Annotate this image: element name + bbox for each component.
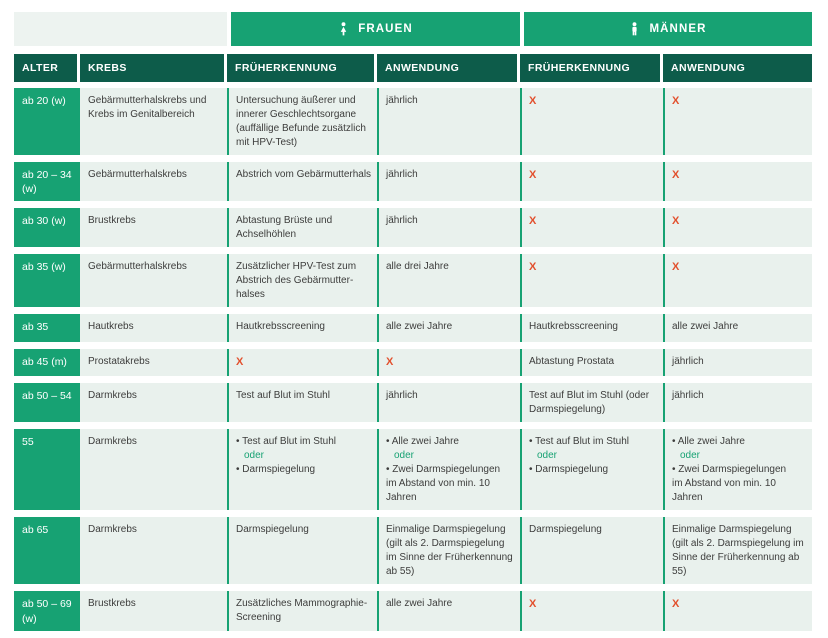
maenner-anwendung-cell [663,429,812,510]
cell-line: alle drei Jahre [386,261,449,273]
col-header-frauen-frueherkennung: FRÜHERKENNUNG [227,54,377,82]
cell-line: jährlich [386,390,418,402]
alter-badge [14,208,80,247]
alter-line: ab 50 – 69 [22,598,72,611]
frauen-frueherkennung-cell [227,383,377,422]
alter-line: ab 30 (w) [22,215,66,228]
cell-line: Abtastung Prostata [529,356,615,368]
maenner-label: MÄNNER [649,23,707,35]
not-offered-x: X [672,261,680,274]
cell-line: Untersuchung äußerer und innerer Geschlechtsorgane (auffällige Befunde zusätzlich mit HPV-Test) [236,95,366,148]
cell-line: • Zwei Darmspiegelungen [386,464,501,476]
not-offered-x: X [672,215,680,228]
alter-badge [14,591,80,630]
cell-line: Hautkrebsscreening [236,321,325,333]
cell-line: • Alle zwei Jahre [672,436,745,448]
krebs-cell: Brustkrebs [88,598,136,610]
cell-line: Test auf Blut im Stuhl (oder Darmspiegelung) [529,390,650,416]
cell-line: jährlich [386,169,418,180]
alter-line: 55 [22,436,34,449]
frauen-anwendung-cell [377,517,520,584]
cell-line: Zusätzliches Mammographie-Screening [236,598,368,624]
frauen-anwendung-cell [377,254,520,307]
frauen-anwendung-cell [377,591,520,630]
maenner-anwendung-cell [663,162,812,201]
col-header-alter: ALTER [14,54,80,82]
maenner-frueherkennung-cell [520,88,663,155]
alter-line: ab 35 [22,321,49,334]
krebs-cell: Hautkrebs [88,321,134,333]
krebs-cell: Gebärmutterhalskrebs [88,169,187,180]
cell-line: Darmspiegelung [529,524,602,536]
cell-line: alle zwei Jahre [672,321,739,333]
cell-line: oder [680,450,701,462]
column-header-row [14,54,812,82]
krebs-cell: Darmkrebs [88,524,137,536]
frauen-frueherkennung-cell [227,429,377,510]
maenner-frueherkennung-cell [520,591,663,630]
frauen-anwendung-cell [377,349,520,376]
alter-line: (w) [22,183,37,196]
cell-line: im Abstand von min. 10 Jahren [386,478,490,504]
table-row [14,383,812,422]
frauen-header [227,12,520,46]
maenner-frueherkennung-cell [520,208,663,247]
cell-line: Abstrich vom Gebärmutterhals [236,169,372,180]
not-offered-x: X [672,598,680,611]
frauen-anwendung-cell [377,383,520,422]
banner-spacer [14,12,227,46]
cell-line: • Darmspiegelung [236,464,316,476]
cell-line: • Zwei Darmspiegelungen [672,464,787,476]
table-body [14,88,812,631]
frauen-anwendung-cell [377,162,520,201]
maenner-frueherkennung-cell [520,349,663,376]
not-offered-x: X [529,598,537,611]
cell-line: oder [244,450,265,462]
maenner-anwendung-cell [663,591,812,630]
cell-line: Einmalige Darmspiegelung (gilt als 2. Darmspiegelung im Sinne der Früherkennung ab 55) [672,524,804,578]
maenner-anwendung-cell [663,349,812,376]
maenner-frueherkennung-cell [520,254,663,307]
maenner-frueherkennung-cell [520,162,663,201]
male-icon [629,22,640,36]
frauen-anwendung-cell [377,314,520,342]
cell-line: • Test auf Blut im Stuhl [529,436,630,448]
alter-line: ab 65 [22,524,49,537]
maenner-anwendung-cell [663,314,812,342]
table-row [14,162,812,201]
maenner-header [520,12,812,46]
maenner-frueherkennung-cell [520,383,663,422]
table-row [14,314,812,342]
cell-line: • Alle zwei Jahre [386,436,459,448]
alter-line: ab 20 (w) [22,95,66,107]
cell-line: oder [394,450,415,462]
cell-line: Abtastung Brüste und Achselhöhlen [236,215,333,241]
frauen-label: FRAUEN [358,23,413,35]
col-header-maenner-frueherkennung: FRÜHERKENNUNG [520,54,663,82]
alter-badge [14,88,80,155]
maenner-frueherkennung-cell [520,429,663,510]
cell-line: Zusätzlicher HPV-Test zum Abstrich des Gebärmutterhalses [236,261,357,301]
cell-line: jährlich [672,356,704,368]
frauen-frueherkennung-cell [227,591,377,630]
alter-badge [14,517,80,584]
alter-line: ab 20 – 34 [22,169,72,181]
not-offered-x: X [236,356,244,369]
col-header-frauen-anwendung: ANWENDUNG [377,54,520,82]
frauen-frueherkennung-cell [227,88,377,155]
maenner-anwendung-cell [663,88,812,155]
frauen-frueherkennung-cell [227,314,377,342]
krebs-cell: Darmkrebs [88,390,137,402]
maenner-anwendung-cell [663,254,812,307]
alter-line: ab 45 (m) [22,356,67,369]
krebs-cell: Gebärmutterhalskrebs [88,261,187,273]
frauen-frueherkennung-cell [227,208,377,247]
krebsfrueherkennungs-tabelle [14,12,812,638]
cell-line: Test auf Blut im Stuhl [236,390,330,402]
cell-line: Einmalige Darmspiegelung (gilt als 2. Darmspiegelung im Sinne der Früherkennung ab 55) [386,524,513,578]
alter-line: (w) [22,612,37,625]
col-header-maenner-anwendung: ANWENDUNG [663,54,812,82]
not-offered-x: X [529,169,537,181]
maenner-frueherkennung-cell [520,517,663,584]
table-row [14,591,812,630]
alter-badge [14,254,80,307]
alter-line: ab 35 (w) [22,261,66,274]
not-offered-x: X [529,261,537,274]
cell-line: alle zwei Jahre [386,321,453,333]
not-offered-x: X [672,95,680,107]
frauen-anwendung-cell [377,208,520,247]
maenner-anwendung-cell [663,208,812,247]
maenner-anwendung-cell [663,383,812,422]
alter-badge [14,314,80,342]
cell-line: • Darmspiegelung [529,464,609,476]
gender-banner-row [14,12,812,46]
table-row [14,208,812,247]
table-row [14,429,812,510]
cell-line: • Test auf Blut im Stuhl [236,436,337,448]
table-row [14,88,812,155]
maenner-anwendung-cell [663,517,812,584]
alter-badge [14,162,80,201]
cell-line: jährlich [386,95,418,106]
cell-line: alle zwei Jahre [386,598,453,610]
not-offered-x: X [672,169,680,181]
cell-line: im Abstand von min. 10 Jahren [672,478,776,504]
alter-badge [14,429,80,510]
col-header-krebs: KREBS [80,54,227,82]
cell-line: Darmspiegelung [236,524,309,536]
table-row [14,254,812,307]
krebs-cell: Brustkrebs [88,215,136,227]
cell-line: jährlich [386,215,418,227]
table-row [14,517,812,584]
maenner-frueherkennung-cell [520,314,663,342]
frauen-anwendung-cell [377,88,520,155]
krebs-cell: Prostatakrebs [88,356,150,368]
frauen-anwendung-cell [377,429,520,510]
alter-badge [14,383,80,422]
krebs-cell: Darmkrebs [88,436,137,448]
frauen-frueherkennung-cell [227,162,377,201]
alter-line: ab 50 – 54 [22,390,72,403]
not-offered-x: X [386,356,394,369]
frauen-frueherkennung-cell [227,349,377,376]
alter-badge [14,349,80,376]
not-offered-x: X [529,215,537,228]
not-offered-x: X [529,95,537,107]
frauen-frueherkennung-cell [227,254,377,307]
krebs-cell: Gebärmutterhalskrebs und Krebs im Genitalbereich [88,95,207,120]
cell-line: jährlich [672,390,704,402]
cell-line: Hautkrebsscreening [529,321,618,333]
frauen-frueherkennung-cell [227,517,377,584]
table-row [14,349,812,376]
female-icon [338,22,349,36]
cell-line: oder [537,450,558,462]
